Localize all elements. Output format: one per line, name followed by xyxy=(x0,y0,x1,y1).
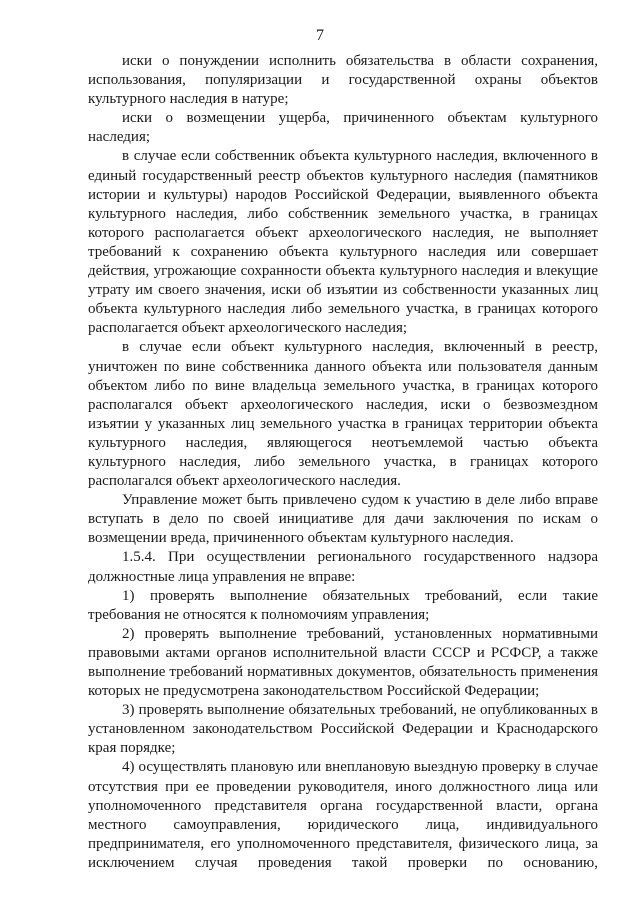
list-item-3: 3) проверять выполнение обязательных требований, не опубликованных в установленном законодательством Российской Федерации и Краснодарского края порядке; xyxy=(88,702,598,757)
list-item-1: 1) проверять выполнение обязательных требований, если такие требования не относятся к полномочиям управления; xyxy=(88,587,598,623)
paragraph-court-participation: Управление может быть привлечено судом к участию в деле либо вправе вступать в дело по своей инициативе для дачи заключения по искам о возмещении вреда, причиненного объектам культурного наследия. xyxy=(88,492,598,547)
document-body xyxy=(88,52,598,873)
paragraph-claims-damage: иски о возмещении ущерба, причиненного объектам культурного наследия; xyxy=(88,110,598,146)
page-number: 7 xyxy=(316,27,324,44)
list-item-4: 4) осуществлять плановую или внеплановую выездную проверку в случае отсутствия при ее проведении руководителя, иного должностного лица или уполномоченного представителя органа государственной власти, органа местного самоуправления, юридического лица, индивидуального предпринимателя, его уполномоченного представителя, физического лица, за исключением случая проведения такой проверки по основанию, xyxy=(88,759,598,871)
list-item-2: 2) проверять выполнение требований, установленных нормативными правовыми актами органов исполнительной власти СССР и РСФСР, а также выполнение требований нормативных документов, обязательность применения которых не предусмотрена законодательством Российской Федерации; xyxy=(88,625,598,700)
paragraph-owner-violations: в случае если собственник объекта культурного наследия, включенного в единый государственный реестр объектов культурного наследия (памятников истории и культуры) народов Российской Федерации, выявленного объекта культурного наследия, либо собственник земельного участка, в границах которого располагается объект археологического наследия, не выполняет требований к сохранению объекта культурного наследия или совершает действия, угрожающие сохранности объекта культурного наследия и влекущие утрату им своего значения, иски об изъятии из собственности указанных лиц объекта культурного наследия либо земельного участка, в границах которого располагается объект археологического наследия; xyxy=(88,148,598,337)
paragraph-claims-obligations: иски о понуждении исполнить обязательства в области сохранения, использования, популяризации и государственной охраны объектов культурного наследия в натуре; xyxy=(88,53,598,108)
paragraph-section-1-5-4: 1.5.4. При осуществлении регионального государственного надзора должностные лица управления не вправе: xyxy=(88,549,598,585)
paragraph-object-destroyed: в случае если объект культурного наследия, включенный в реестр, уничтожен по вине собственника данного объекта или пользователя данным объектом либо по вине владельца земельного участка, в границах которого располагался объект археологического наследия, иски о безвозмездном изъятии у указанных лиц земельного участка в границах территории объекта культурного наследия, являющегося неотъемлемой частью объекта культурного наследия, либо земельного участка, в границах которого располагался объект археологического наследия. xyxy=(88,339,598,490)
